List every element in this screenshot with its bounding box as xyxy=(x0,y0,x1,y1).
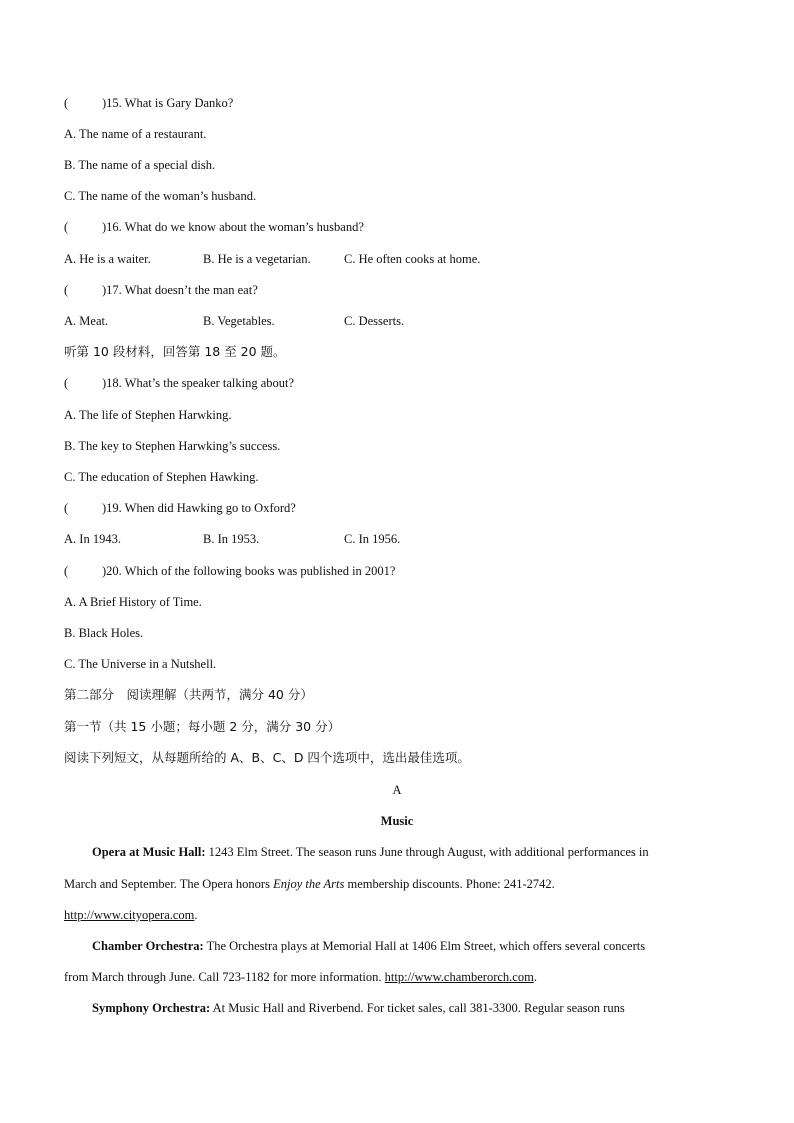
answer-bracket: ( xyxy=(64,96,69,110)
enjoy-the-arts: Enjoy the Arts xyxy=(273,877,345,891)
option-a: A. The life of Stephen Harwking. xyxy=(64,408,232,422)
question-16 xyxy=(64,219,364,235)
section-10-instruction: 听第 10 段材料，回答第 18 至 20 题。 xyxy=(64,344,286,359)
option-a: A. In 1943. xyxy=(64,532,121,546)
answer-bracket: ( xyxy=(64,564,69,578)
chamber-website-link[interactable]: http://www.chamberorch.com xyxy=(384,970,534,984)
answer-bracket: ( xyxy=(64,501,69,515)
chamber-entry-line-2 xyxy=(64,969,537,985)
opera-website-link[interactable]: http://www.cityopera.com xyxy=(64,908,195,922)
question-15 xyxy=(64,95,233,111)
option-c: C. Desserts. xyxy=(344,314,405,328)
option-b: B. The name of a special dish. xyxy=(64,158,216,172)
question-stem: )17. What doesn’t the man eat? xyxy=(102,283,258,297)
option-a: A. A Brief History of Time. xyxy=(64,595,202,609)
link-period: . xyxy=(194,908,198,922)
question-18 xyxy=(64,375,294,391)
question-stem: )19. When did Hawking go to Oxford? xyxy=(102,501,296,515)
option-c: C. The Universe in a Nutshell. xyxy=(64,657,217,671)
option-c: C. The education of Stephen Hawking. xyxy=(64,470,259,484)
section-1-heading: 第一节（共 15 小题；每小题 2 分，满分 30 分） xyxy=(64,719,341,734)
chamber-text: from March through June. Call 723-1182 for more information. xyxy=(64,970,385,984)
answer-bracket: ( xyxy=(64,220,69,234)
option-c: C. The name of the woman’s husband. xyxy=(64,189,257,203)
question-stem: )20. Which of the following books was published in 2001? xyxy=(102,564,396,578)
opera-text: 1243 Elm Street. The season runs June through August, with additional performances in xyxy=(205,845,649,859)
symphony-text: At Music Hall and Riverbend. For ticket sales, call 381-3300. Regular season runs xyxy=(210,1001,625,1015)
option-b: B. He is a vegetarian. xyxy=(203,252,311,266)
opera-phone: membership discounts. Phone: 241-2742. xyxy=(344,877,555,891)
symphony-entry-line-1 xyxy=(64,1000,625,1016)
symphony-name: Symphony Orchestra: xyxy=(92,1001,211,1015)
opera-entry-line-3 xyxy=(64,907,198,923)
options-row-16 xyxy=(0,251,794,267)
answer-bracket: ( xyxy=(64,376,69,390)
options-row-17 xyxy=(0,313,794,329)
question-stem: )16. What do we know about the woman’s husband? xyxy=(102,220,364,234)
answer-bracket: ( xyxy=(64,283,69,297)
opera-name: Opera at Music Hall: xyxy=(92,845,206,859)
part-2-heading: 第二部分 阅读理解（共两节，满分 40 分） xyxy=(64,687,313,702)
passage-title: Music xyxy=(380,814,414,828)
question-17 xyxy=(64,282,258,298)
opera-entry-line-2 xyxy=(64,876,555,892)
option-b: B. Black Holes. xyxy=(64,626,144,640)
chamber-text: The Orchestra plays at Memorial Hall at 1406 Elm Street, which offers several concerts xyxy=(203,939,646,953)
question-stem: )15. What is Gary Danko? xyxy=(102,96,234,110)
passage-letter: A xyxy=(392,783,402,797)
chamber-name: Chamber Orchestra: xyxy=(92,939,204,953)
option-c: C. He often cooks at home. xyxy=(344,252,481,266)
question-20 xyxy=(64,563,395,579)
option-b: B. In 1953. xyxy=(203,532,260,546)
link-period: . xyxy=(533,970,537,984)
option-a: A. The name of a restaurant. xyxy=(64,127,207,141)
option-b: B. Vegetables. xyxy=(203,314,275,328)
options-row-19 xyxy=(0,531,794,547)
question-19 xyxy=(64,500,296,516)
opera-text: March and September. The Opera honors xyxy=(64,877,274,891)
option-b: B. The key to Stephen Harwking’s success. xyxy=(64,439,281,453)
chamber-entry-line-1 xyxy=(64,938,645,954)
opera-entry-line-1 xyxy=(64,844,649,860)
option-a: A. He is a waiter. xyxy=(64,252,151,266)
option-c: C. In 1956. xyxy=(344,532,401,546)
question-stem: )18. What’s the speaker talking about? xyxy=(102,376,295,390)
reading-instruction: 阅读下列短文，从每题所给的 A、B、C、D 四个选项中，选出最佳选项。 xyxy=(64,750,470,765)
option-a: A. Meat. xyxy=(64,314,109,328)
